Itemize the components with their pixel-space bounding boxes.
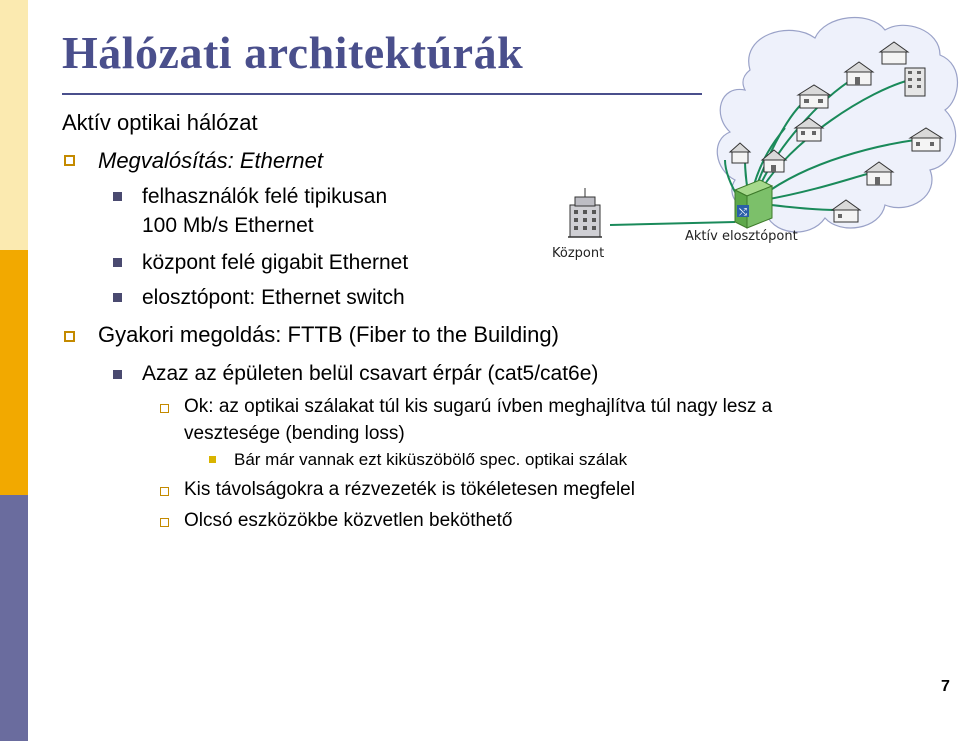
list-item: felhasználók felé tipikusan — [142, 185, 388, 208]
slide-title: Hálózati architektúrák — [62, 27, 524, 78]
list-item: Gyakori megoldás: FTTB (Fiber to the Building) — [98, 322, 559, 347]
central-office-icon — [568, 188, 602, 237]
bullet-solid-square — [113, 293, 122, 302]
bullet-solid-square — [113, 258, 122, 267]
bullet-outline-square — [64, 155, 75, 166]
bullet-tiny-square — [209, 456, 216, 463]
bullet-outline-square — [64, 331, 75, 342]
list-item: Bár már vannak ezt kiküszöbölő spec. optikai szálak — [234, 450, 628, 469]
list-item-continuation: 100 Mb/s Ethernet — [142, 214, 314, 237]
list-item: Ok: az optikai szálakat túl kis sugarú ívben meghajlítva túl nagy lesz a — [184, 396, 773, 417]
bullet-outline-square-small — [160, 404, 169, 413]
list-item: Olcsó eszközökbe közvetlen beköthető — [184, 510, 513, 531]
page-number: 7 — [941, 678, 950, 695]
sidebar-segment-light — [0, 0, 28, 250]
list-item: elosztópont: Ethernet switch — [142, 286, 405, 309]
list-item: Kis távolságokra a rézvezeték is tökéletesen megfelel — [184, 479, 635, 500]
central-office-label: Központ — [552, 246, 605, 261]
sidebar-segment-purple — [0, 495, 28, 741]
trunk-fiber — [610, 222, 735, 225]
list-item-continuation: vesztesége (bending loss) — [184, 423, 405, 444]
list-item: Azaz az épületen belül csavart érpár (cat5/cat6e) — [142, 362, 599, 385]
list-item: Megvalósítás: Ethernet — [98, 148, 324, 173]
list-item: központ felé gigabit Ethernet — [142, 251, 409, 274]
bullet-solid-square — [113, 370, 122, 379]
apartment-building-icon — [905, 68, 925, 96]
sidebar-segment-orange — [0, 250, 28, 495]
bullet-outline-square-small — [160, 518, 169, 527]
bullet-solid-square — [113, 192, 122, 201]
sidebar-decoration — [0, 0, 28, 741]
section-heading: Aktív optikai hálózat — [62, 110, 258, 135]
svg-text:⤭: ⤭ — [739, 207, 747, 218]
network-diagram — [540, 0, 960, 290]
switch-label: Aktív elosztópont — [685, 229, 798, 244]
bullet-outline-square-small — [160, 487, 169, 496]
